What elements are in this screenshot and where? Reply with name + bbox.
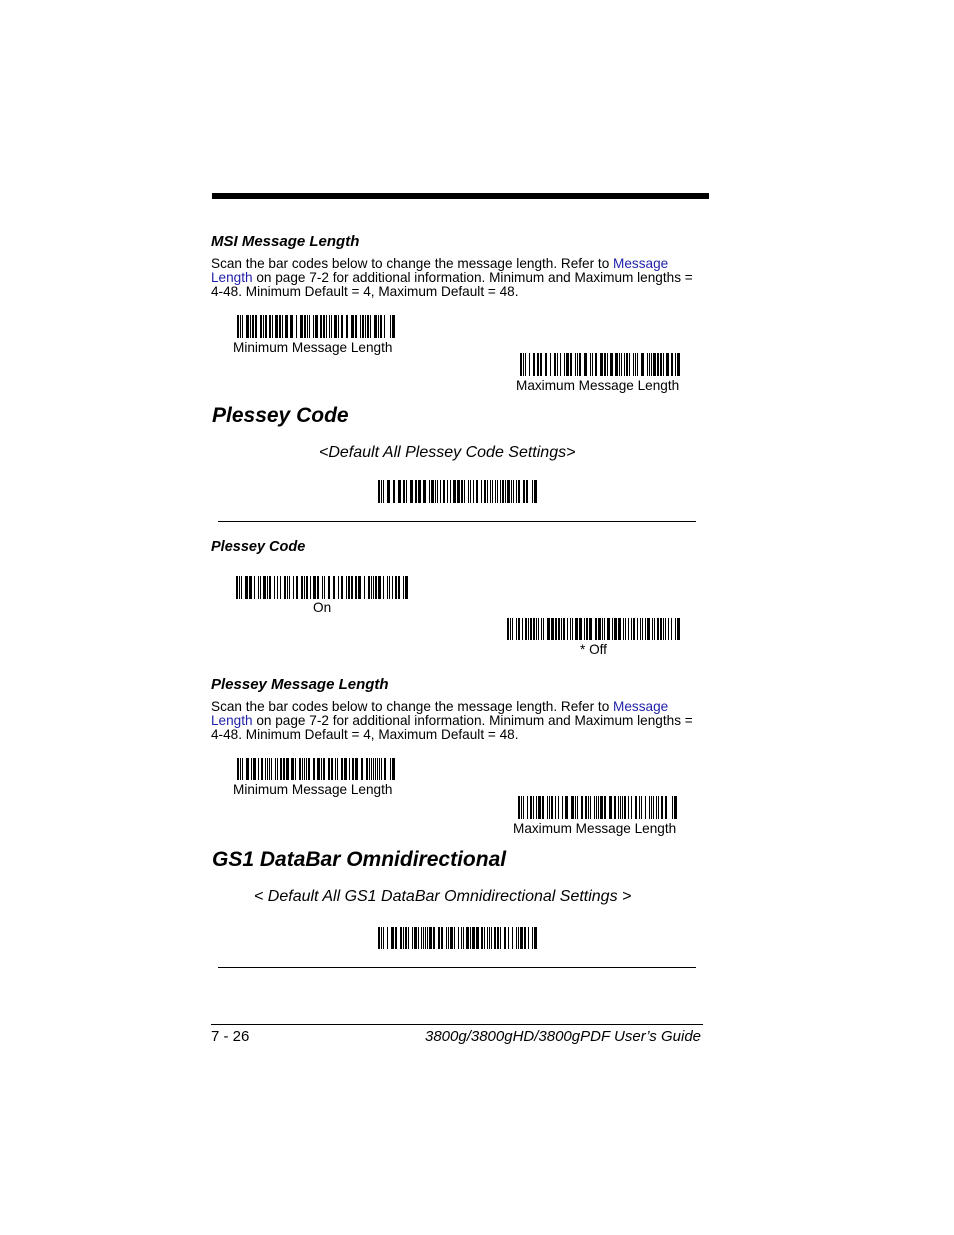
plessey-on-barcode[interactable]: [236, 576, 408, 599]
plessey-default-barcode[interactable]: [378, 480, 537, 503]
msi-min-length-barcode[interactable]: [237, 315, 395, 338]
gs1-default-barcode[interactable]: [378, 927, 537, 949]
msi-min-length-label: Minimum Message Length: [233, 340, 393, 355]
plessey-length-heading: Plessey Message Length: [211, 676, 389, 693]
plessey-max-length-label: Maximum Message Length: [513, 821, 677, 836]
plessey-off-label: * Off: [580, 642, 607, 657]
section-rule: [218, 521, 696, 522]
plessey-on-label: On: [313, 600, 332, 615]
section-rule: [218, 967, 696, 968]
guide-title: 3800g/3800gHD/3800gPDF User’s Guide: [424, 1028, 701, 1045]
msi-para-text-1: Scan the bar codes below to change the message length. Refer to: [211, 256, 614, 271]
page-number: 7 - 26: [211, 1028, 250, 1045]
msi-para-text-2: on page 7-2 for additional information. Minimum and Maximum lengths = 4-48. Minimum Default = 4, Maximum Default = 48.: [211, 270, 693, 299]
gs1-default-label: < Default All GS1 DataBar Omnidirectional Settings >: [254, 888, 632, 905]
message-length-link[interactable]: Message Length: [211, 256, 669, 285]
msi-length-heading: MSI Message Length: [211, 233, 360, 250]
plessey-para-text-1: Scan the bar codes below to change the message length. Refer to: [211, 699, 614, 714]
plessey-min-length-label: Minimum Message Length: [233, 782, 393, 797]
plessey-default-label: <Default All Plessey Code Settings>: [319, 444, 576, 461]
plessey-min-length-barcode[interactable]: [237, 758, 395, 780]
gs1-databar-title: GS1 DataBar Omnidirectional: [212, 848, 507, 871]
message-length-link[interactable]: Message Length: [211, 699, 669, 728]
footer-rule: [211, 1024, 703, 1025]
plessey-max-length-barcode[interactable]: [518, 796, 677, 819]
msi-max-length-barcode[interactable]: [520, 353, 680, 376]
plessey-para-text-2: on page 7-2 for additional information. Minimum and Maximum lengths = 4-48. Minimum Default = 4, Maximum Default = 48.: [211, 713, 693, 742]
top-rule: [212, 193, 709, 199]
plessey-code-title: Plessey Code: [212, 404, 349, 427]
plessey-off-barcode[interactable]: [507, 618, 680, 640]
msi-max-length-label: Maximum Message Length: [516, 378, 680, 393]
plessey-length-paragraph: [211, 700, 701, 742]
plessey-code-subheading: Plessey Code: [211, 539, 306, 555]
msi-length-paragraph: [211, 257, 701, 299]
